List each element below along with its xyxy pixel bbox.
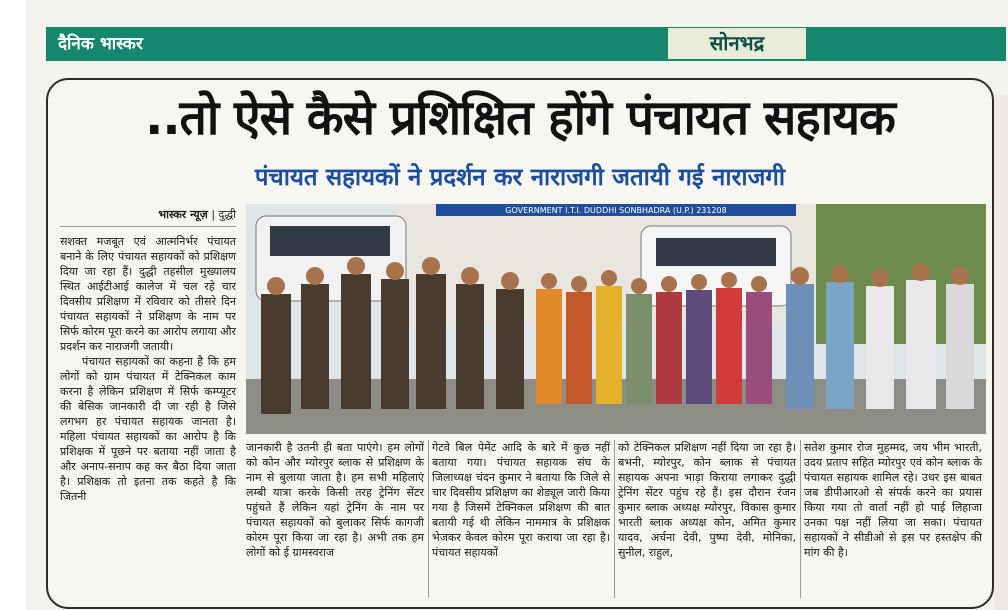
article-frame: [46, 78, 994, 609]
byline-place: दुद्धी: [218, 208, 236, 221]
headline: ..तो ऐसे कैसे प्रशिक्षित होंगे पंचायत सहायक: [145, 90, 895, 146]
edition-label: सोनभद्र: [668, 28, 806, 59]
article-column-5: [804, 440, 982, 602]
paper-name: दैनिक भास्कर: [58, 34, 143, 54]
column-divider: [428, 440, 429, 598]
article-column-3: [432, 440, 610, 602]
subheadline: पंचायत सहायकों ने प्रदर्शन कर नाराजगी जतायी गई नाराजगी: [254, 163, 786, 191]
column-divider: [614, 440, 615, 598]
paragraph: जानकारी है उतनी ही बता पाएंगे। हम लोगों को कोन और म्योरपुर ब्लाक से प्रशिक्षण के नाम से बुलाया जाता है। हम सभी महिलाएं लम्बी यात्रा करके किसी तरह ट्रेनिंग सेंटर पहुंचते हैं लेकिन यहां ट्रेनिंग के नाम पर पंचायत सहायकों को बुलाकर सिर्फ कागजी कोरम पूरा किया जा रहा है। अभी तक हम लोगों को ई ग्रामस्वराज: [246, 441, 424, 559]
article-column-2: [246, 440, 424, 602]
article-column-4: [618, 440, 796, 602]
paragraph: सतेश कुमार रोज मुहम्मद, जय भीम भारती, उदय प्रताप सहित म्योरपुर एवं कोन ब्लाक के पंचायत सहायक शामिल रहे। उधर इस बाबत जब डीपीआरओ से संपर्क करने का प्रयास किया गया तो वार्ता नहीं हो पाई लिहाजा उनका पक्ष नहीं लिया जा सका। पंचायत सहायकों ने सीडीओ से इस पर हस्तक्षेप की मांग की है।: [804, 441, 982, 559]
paragraph: गेटवे बिल पेमेंट आदि के बारे में कुछ नहीं बताया गया। पंचायत सहायक संघ के जिलाध्यक्ष चंदन कुमार ने बताया कि जिले से चार दिवसीय प्रशिक्षण का शेड्यूल जारी किया गया है जिसमें टेक्निकल प्रशिक्षण की बात बतायी गई थी लेकिन नाममात्र के प्रशिक्षक भेजकर केवल कोरम पूरा कराया जा रहा है। पंचायत सहायकों: [432, 441, 610, 559]
protest-photo-illustration: [246, 204, 986, 434]
paragraph: को टेक्निकल प्रशिक्षण नहीं दिया जा रहा है। बभनी, म्योरपुर, कोन ब्लाक से पंचायत सहायक अपना भाड़ा किराया लगाकर दुद्धी ट्रेनिंग सेंटर पहुंच रहे हैं। इस दौरान रंजन कुमार ब्लाक अध्यक्ष म्योरपुर, विकास कुमार भारती ब्लाक अध्यक्ष कोन, अमित कुमार यादव, अर्चना देवी, पुष्पा देवी, मोनिका, सुनील, राहुल,: [618, 441, 796, 559]
byline-separator: |: [211, 208, 219, 221]
adjacent-column-edge: [994, 95, 1008, 610]
column-divider: [800, 440, 801, 598]
page-margin: [0, 0, 26, 610]
paragraph: पंचायत सहायकों का कहना है कि हम लोगों को ग्राम पंचायत में टेक्निकल काम करना है लेकिन प्रशिक्षण में सिर्फ कम्प्यूटर की बेसिक जानकारी दी जा रही है जिसे लगभग हर पंचायत सहायक जानता है। महिला पंचायत सहायकों का आरोप है कि प्रशिक्षक में पूछने पर बताया नहीं जाता है और अनाप-सनाप कह कर बैठा दिया जाता है। प्रशिक्षक तो इतना तक कहते है कि जितनी: [60, 355, 236, 503]
article-column-1: [60, 234, 236, 602]
photo-banner-text: GOVERNMENT I.T.I. DUDDHI SONBHADRA (U.P.) 231208: [505, 206, 727, 215]
byline-source: भास्कर न्यूज़: [158, 208, 208, 221]
byline: [60, 204, 236, 227]
paragraph: सशक्त मजबूत एवं आत्मनिर्भर पंचायत बनाने के लिए पंचायत सहायकों को प्रशिक्षण दिया जा रहा हैं। दुद्धी तहसील मुख्यालय स्थित आईटीआई कालेज में चल रहे चार दिवसीय प्रशिक्षण में रविवार को तीसरे दिन पंचायत सहायकों ने प्रशिक्षण के नाम पर सिर्फ कोरम पूरा करने का आरोप लगाया और प्रदर्शन कर नाराजगी जतायी।: [60, 235, 236, 353]
protest-photo: [246, 204, 986, 434]
masthead-bar: [46, 27, 1006, 61]
